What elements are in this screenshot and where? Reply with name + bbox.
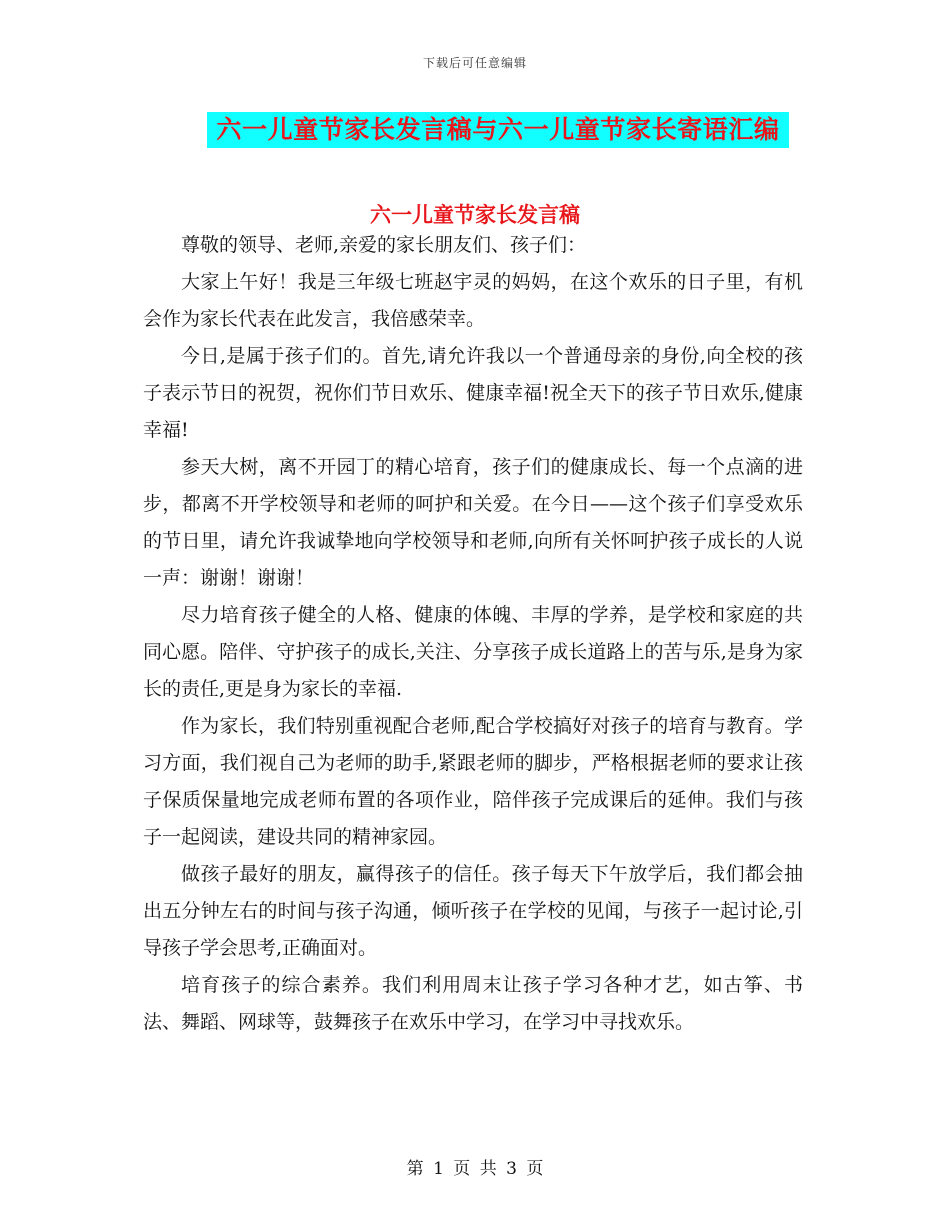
paragraph-shared-wish: 尽力培育孩子健全的人格、健康的体魄、丰厚的学养，是学校和家庭的共同心愿。陪伴、守护孩子的成长,关注、分享孩子成长道路上的苦与乐,是身为家长的责任,更是身为家长的幸福. <box>143 604 803 700</box>
paragraph-cooperation: 作为家长，我们特别重视配合老师,配合学校搞好对孩子的培育与教育。学习方面，我们视自己为老师的助手,紧跟老师的脚步，严格根据老师的要求让孩子保质保量地完成老师布置的各项作业，陪伴孩子完成课后的延伸。我们与孩子一起阅读，建设共同的精神家园。 <box>143 715 803 848</box>
paragraph-overall-quality: 培育孩子的综合素养。我们利用周末让孩子学习各种才艺，如古筝、书法、舞蹈、网球等，鼓舞孩子在欢乐中学习，在学习中寻找欢乐。 <box>143 974 803 1033</box>
section-title: 六一儿童节家长发言稿 <box>370 203 580 227</box>
paragraph-thanks: 参天大树，离不开园丁的精心培育，孩子们的健康成长、每一个点滴的进步，都离不开学校领导和老师的呵护和关爱。在今日——这个孩子们享受欢乐的节日里，请允许我诚挚地向学校领导和老师,向所有关怀呵护孩子成长的人说一声：谢谢！谢谢！ <box>143 456 803 589</box>
main-title-highlight <box>207 112 789 148</box>
main-title: 六一儿童节家长发言稿与六一儿童节家长寄语汇编 <box>216 115 780 144</box>
header-note: 下载后可任意编辑 <box>422 56 527 70</box>
page-number-footer: 第 1 页 共 3 页 <box>406 1159 544 1179</box>
paragraph-intro: 大家上午好！我是三年级七班赵宇灵的妈妈，在这个欢乐的日子里，有机会作为家长代表在此发言，我倍感荣幸。 <box>143 271 803 330</box>
paragraph-friendship: 做孩子最好的朋友，赢得孩子的信任。孩子每天下午放学后，我们都会抽出五分钟左右的时间与孩子沟通，倾听孩子在学校的见闻，与孩子一起讨论,引导孩子学会思考,正确面对。 <box>143 863 803 959</box>
paragraph-greeting: 尊敬的领导、老师,亲爱的家长朋友们、孩子们： <box>181 234 587 256</box>
document-body <box>143 227 803 1041</box>
paragraph-congratulations: 今日,是属于孩子们的。首先,请允许我以一个普通母亲的身份,向全校的孩子表示节日的祝贺，祝你们节日欢乐、健康幸福!祝全天下的孩子节日欢乐,健康幸福! <box>143 345 803 441</box>
